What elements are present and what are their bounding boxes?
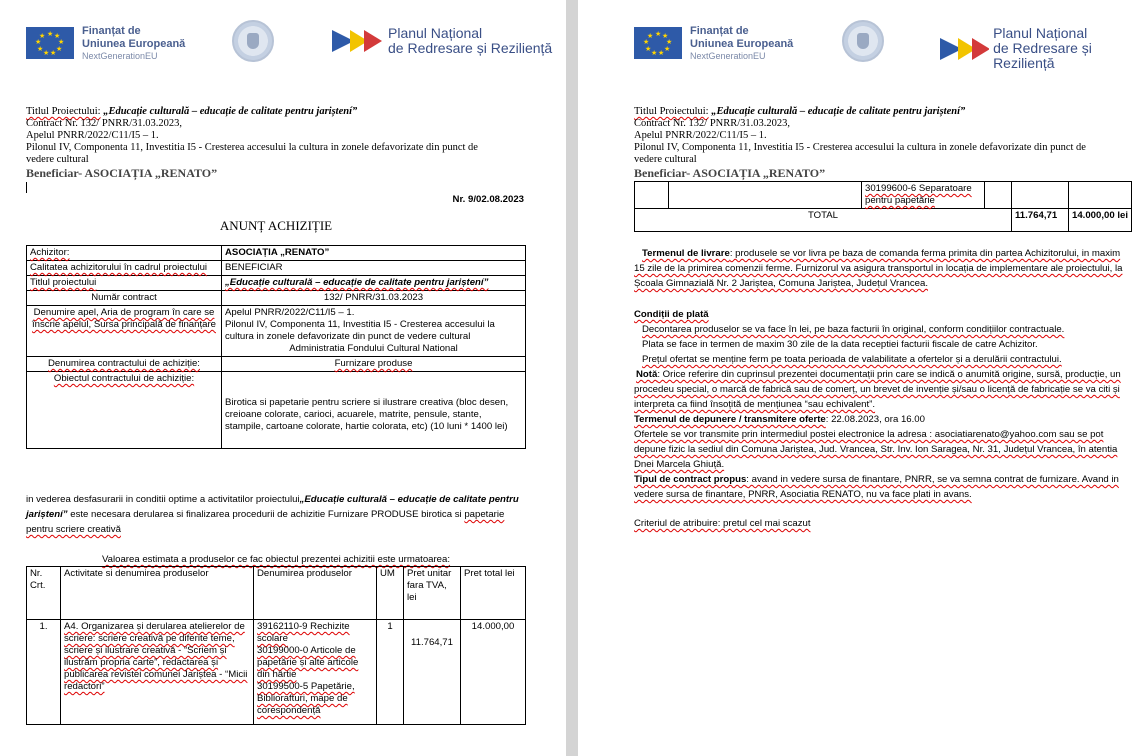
eu-sub: NextGenerationEU (82, 51, 158, 61)
info-value: ASOCIAȚIA „RENATO” (222, 246, 526, 261)
project-pilon: Pilonul IV, Componenta 11, Investitia I5 - Cresterea accesului la cultura in zonele defavorizate din punct de (634, 142, 1086, 153)
estimate-heading: Valoarea estimata a produselor ce fac obiectul prezentei achizitii este urmatoarea: (101, 554, 451, 565)
table-row (27, 246, 526, 261)
project-pilon: Pilonul IV, Componenta 11, Investitia I5 - Cresterea accesului la cultura in zonele defavorizate din punct de (26, 142, 478, 153)
cell-total-price: 14.000,00 (461, 620, 526, 725)
table-row (27, 372, 526, 449)
info-label: Număr contract (27, 291, 222, 306)
project-contract: Contract Nr. 132/ PNRR/31.03.2023, (26, 118, 183, 129)
total-value: 14.000,00 lei (1069, 209, 1132, 232)
info-value: Furnizare produse (222, 357, 526, 372)
info-value (222, 372, 526, 449)
text-cursor (26, 182, 27, 193)
cell-unit-price: 11.764,71 (404, 620, 461, 725)
col-total-price: Pret total lei (461, 567, 526, 620)
project-apel: Apelul PNRR/2022/C11/I5 – 1. (26, 130, 159, 141)
deadline-text: : 22.08.2023, ora 16.00 (825, 414, 925, 425)
col-um: UM (377, 567, 404, 620)
col-activity: Activitate si denumirea produselor (61, 567, 254, 620)
project-title-value: „Educație culturală – educație de calitate pentru jariștení” (103, 106, 358, 117)
pnrr-logo (332, 26, 552, 56)
intro-paragraph (26, 492, 526, 537)
table-row (27, 261, 526, 276)
info-label: Obiectul contractului de achiziție: (27, 372, 222, 449)
page-gap (566, 0, 578, 756)
pnrr-logo (940, 26, 1148, 71)
apel-line: cultura in zonele defavorizate din punct de vedere cultural (225, 331, 471, 342)
para-title2: pentru jariștení” (26, 494, 519, 520)
apel-line: Apelul PNRR/2022/C11/I5 – 1. (225, 307, 355, 318)
delivery-label: Termenul de livrare (642, 248, 730, 259)
eu-sub: NextGenerationEU (690, 51, 766, 61)
delivery-text: : produsele se vor livra pe baza de comanda ferma primita din partea Achizitorului, in maxim 15 zile de la primirea comenzii ferme. Furnizorul va asigura transportul in locația de implementare ale proiectului, la Școala Gimnazială Nr. 2 Jariștea, Comuna Jariștea, Județul Vrancea. (634, 248, 1123, 289)
info-value: BENEFICIAR (222, 261, 526, 276)
info-label: Calitatea achizitorului în cadrul proiectului (27, 261, 222, 276)
cell-empty (635, 182, 669, 209)
table-row (27, 620, 526, 725)
project-pilon2: vedere cultural (634, 154, 697, 165)
para-part3: papetarie pentru scriere creativă (26, 509, 505, 535)
cell-product: 30199600-6 Separatoare pentru papetărie (862, 182, 985, 209)
product-line: 30199500-5 Papetărie, Bibliorafturi, mape de corespondență (257, 681, 355, 716)
table-row (27, 291, 526, 306)
info-label: Achizitor: (27, 246, 222, 261)
para-title: „Educație culturală – educație de calitate (299, 494, 487, 505)
doc-title: ANUNȚ ACHIZIȚIE (219, 218, 333, 233)
table-header-row (27, 567, 526, 620)
government-seal-icon (232, 20, 274, 62)
pnrr-flag-icon (940, 34, 989, 64)
payment-line-1: Decontarea produselor se va face în lei, pe baza facturii în original, conform condițiilor contractuale. (642, 324, 1065, 335)
project-title-value: „Educație culturală – educație de calitate pentru jariștení” (711, 106, 966, 117)
criteria-label: Criteriul de atribuire (634, 518, 718, 529)
deadline-label: Termenul de depunere / transmitere oferte (634, 414, 826, 425)
criteria-text: : pretul cel mai scazut (717, 518, 811, 529)
contract-type-text: : avand in vedere sursa de finantare, PNRR, se va semna contrat de furnizare. Avand in vedere sursa de finantare, PNRR, Asociatia RENATO, nu va face plati in avans. (634, 474, 1119, 500)
eu-logo (26, 25, 185, 61)
total-row (635, 209, 1132, 232)
eu-logo (634, 25, 793, 61)
payment-line-2: Plata se face in termen de maxim 30 zile de la data receptiei facturii fiscale de catre Achizitor. (642, 339, 1038, 350)
eu-line2: Uniunea Europeană (82, 38, 186, 50)
table-row (27, 276, 526, 291)
eu-line1: Finanțat de (82, 25, 141, 37)
project-title-label: Titlul Proiectului: (26, 106, 101, 117)
pnrr-line1: Planul Național (993, 25, 1088, 41)
project-apel: Apelul PNRR/2022/C11/I5 – 1. (634, 130, 767, 141)
total-unit: 11.764,71 (1012, 209, 1069, 232)
product-line: 30199000-0 Articole de papetărie și alte articole din hârtie (257, 645, 359, 680)
document-page-1 (0, 0, 566, 756)
cell-empty (1069, 182, 1132, 209)
note-label: Notă (636, 369, 658, 380)
project-block (26, 106, 536, 180)
info-value (222, 306, 526, 357)
object-text: Birotica si papetarie pentru scriere si ilustrare creativa (bloc desen, creioane colorate, carioci, acuarele, matrite, pensule, stante, stampile, cartoane colorate, hartie colorata, etc) (10 luni * 1400 lei) (225, 397, 509, 432)
note-text: : Orice referire din cuprinsul prezentei documentații prin care se indică o anumită origine, sursă, producție, un procedeu special, o marcă de fabrică sau de comerț, un brevet de invenție și/sau o licență de fabricație se va citi și interpreta ca fiind însoțită de mențiunea “sau echivalent”. (634, 369, 1121, 410)
info-value: 132/ PNRR/31.03.2023 (222, 291, 526, 306)
eu-line1: Finanțat de (690, 25, 749, 37)
apel-line: Pilonul IV, Componenta 11, Investitia I5 - Cresterea accesului la (225, 319, 495, 330)
project-title-label: Titlul Proiectului: (634, 106, 709, 117)
project-pilon2: vedere cultural (26, 154, 89, 165)
offers-text: Ofertele se vor transmite prin intermediul postei electronice la adresa : asociatiarenato@yahoo.com sau se pot depune fizic la sediul din Comuna Jariștea, Jud. Vrancea, Str. Inv. Ion Saragea, Nr. 31, Județul Vrancea, în atentia Dnei Marcela Ghiuță. (634, 429, 1118, 470)
delivery-paragraph (634, 246, 1132, 291)
cell-nr: 1. (27, 620, 61, 725)
document-page-2 (578, 0, 1148, 756)
pnrr-line2: de Redresare și Reziliență (993, 40, 1092, 71)
pnrr-line1: Planul Național (388, 25, 483, 41)
product-line: 39162110-9 Rechizite scolare (257, 621, 350, 644)
col-unit-price: Pret unitar fara TVA, lei (404, 567, 461, 620)
project-contract: Contract Nr. 132/ PNRR/31.03.2023, (634, 118, 791, 129)
table-row (27, 357, 526, 372)
eu-line2: Uniunea Europeană (690, 38, 794, 50)
payment-section (634, 307, 1132, 531)
government-seal-icon (842, 20, 884, 62)
cell-activity: A4. Organizarea și derularea atelierelor de scriere: scriere creativă pe diferite teme, scriere și ilustrare creativă - “Scriem și ilustrăm propria carte”, redactarea și publicarea revistei comunei Jariștea - “Micii redactori” (61, 620, 254, 725)
col-nr: Nr. Crt. (27, 567, 61, 620)
para-part2: este necesara derularea si finalizarea procedurii de achizitie Furnizare PRODUSE birotica si (67, 509, 462, 520)
doc-number: Nr. 9/02.08.2023 (452, 194, 524, 205)
contract-type-label: Tipul de contract propus (634, 474, 747, 485)
cell-product (254, 620, 377, 725)
products-table-continued (634, 181, 1132, 232)
apel-line: Administratia Fondului Cultural National (289, 343, 458, 354)
eu-flag-icon: ★ ★ ★ ★ ★ ★ ★ ★ ★ (26, 27, 74, 59)
payment-heading: Condiții de plată (634, 309, 709, 320)
project-beneficiar: Beneficiar- ASOCIAȚIA „RENATO” (26, 166, 218, 180)
pnrr-line2: de Redresare și Reziliență (388, 40, 553, 56)
eu-flag-icon: ★ ★ ★ ★ ★ ★ ★ ★ ★ (634, 27, 682, 59)
project-beneficiar: Beneficiar- ASOCIAȚIA „RENATO” (634, 166, 826, 180)
products-table (26, 566, 526, 725)
cell-empty (985, 182, 1012, 209)
col-product: Denumirea produselor (254, 567, 377, 620)
info-table (26, 245, 526, 449)
para-part1: in vederea desfasurarii in conditii optime a activitatilor proiectului (26, 494, 300, 505)
project-block (634, 106, 1134, 180)
cell-um: 1 (377, 620, 404, 725)
info-label: Denumirea contractului de achiziție: (27, 357, 222, 372)
info-label: Titlul proiectului (27, 276, 222, 291)
pnrr-flag-icon (332, 26, 384, 56)
table-row (27, 306, 526, 357)
total-label: TOTAL (635, 209, 1012, 232)
info-label: Denumire apel, Aria de program în care se înscrie apelul, Sursa principală de finanțare (27, 306, 222, 357)
cell-empty (1012, 182, 1069, 209)
payment-line-3: Prețul ofertat se menține ferm pe toata perioada de valabilitate a ofertelor și a derulării contractului. (642, 354, 1062, 365)
cell-empty (669, 182, 862, 209)
info-value: „Educație culturală – educație de calitate pentru jariștení” (222, 276, 526, 291)
table-row (635, 182, 1132, 209)
